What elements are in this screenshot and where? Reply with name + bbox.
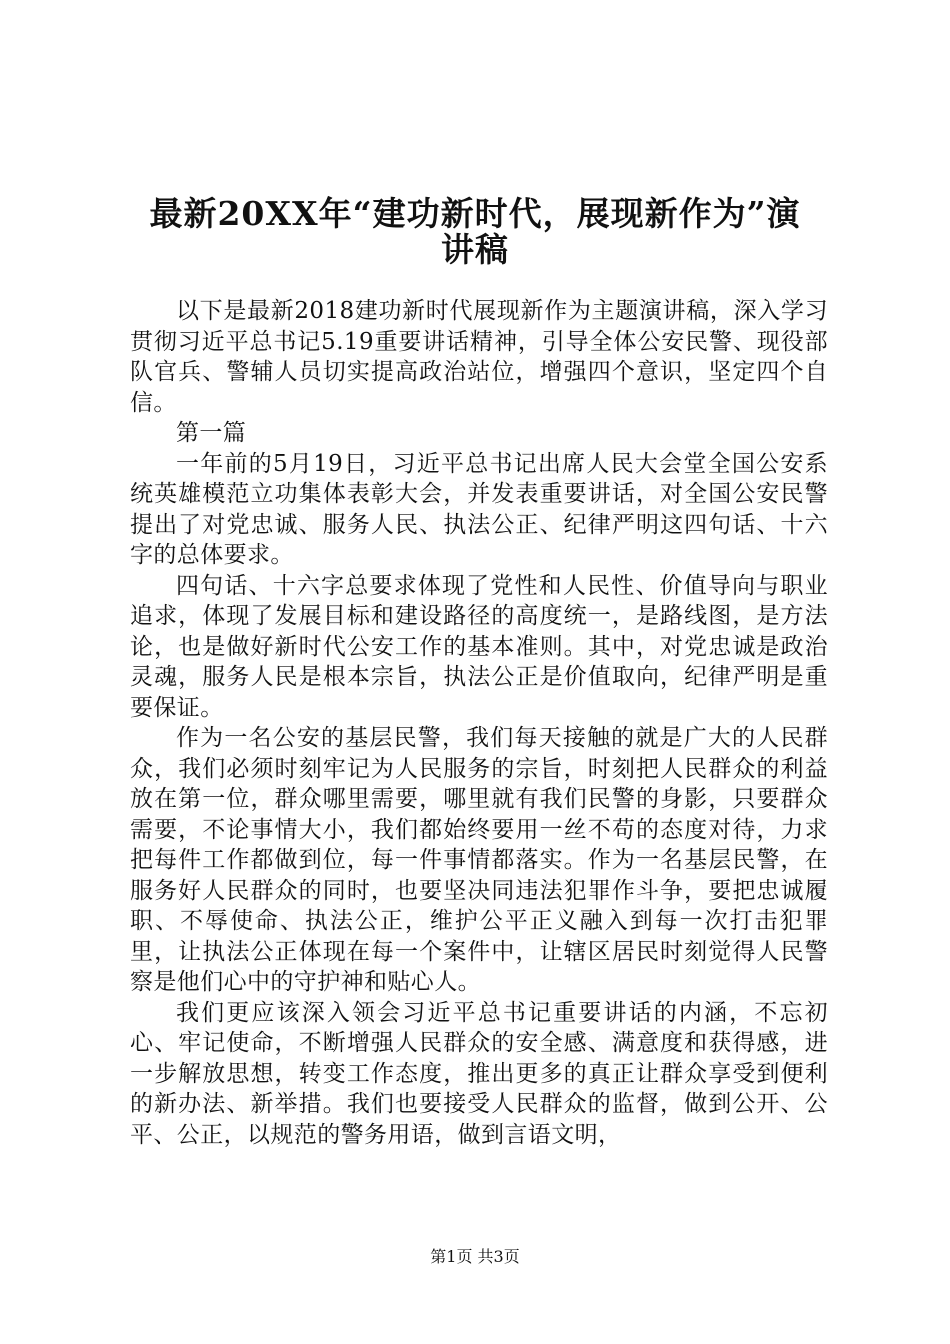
page-number-footer: 第1页 共3页 bbox=[430, 1247, 520, 1266]
document-title-line-2: 讲稿 bbox=[441, 230, 509, 269]
paragraph: 一年前的5月19日，习近平总书记出席人民大会堂全国公安系统英雄模范立功集体表彰大会，并发表重要讲话，对全国公安民警提出了对党忠诚、服务人民、执法公正、纪律严明这四句话、十六字的总体要求。 bbox=[130, 450, 828, 568]
document-title-line-1: 最新20XX年“建功新时代，展现新作为”演 bbox=[149, 194, 801, 233]
paragraph: 四句话、十六字总要求体现了党性和人民性、价值导向与职业追求，体现了发展目标和建设路径的高度统一，是路线图，是方法论，也是做好新时代公安工作的基本准则。其中，对党忠诚是政治灵魂，服务人民是根本宗旨，执法公正是价值取向，纪律严明是重要保证。 bbox=[130, 572, 828, 721]
section-heading: 第一篇 bbox=[176, 420, 247, 446]
document-body bbox=[130, 296, 828, 1150]
paragraph: 我们更应该深入领会习近平总书记重要讲话的内涵，不忘初心、牢记使命，不断增强人民群众的安全感、满意度和获得感，进一步解放思想，转变工作态度，推出更多的真正让群众享受到便利的新办法、新举措。我们也要接受人民群众的监督，做到公开、公平、公正，以规范的警务用语，做到言语文明， bbox=[130, 999, 828, 1148]
paragraph: 作为一名公安的基层民警，我们每天接触的就是广大的人民群众，我们必须时刻牢记为人民服务的宗旨，时刻把人民群众的利益放在第一位，群众哪里需要，哪里就有我们民警的身影，只要群众需要，不论事情大小，我们都始终要用一丝不苟的态度对待，力求把每件工作都做到位，每一件事情都落实。作为一名基层民警，在服务好人民群众的同时，也要坚决同违法犯罪作斗争，要把忠诚履职、不辱使命、执法公正，维护公平正义融入到每一次打击犯罪里，让执法公正体现在每一个案件中，让辖区居民时刻觉得人民警察是他们心中的守护神和贴心人。 bbox=[130, 725, 828, 995]
paragraph-intro: 以下是最新2018建功新时代展现新作为主题演讲稿，深入学习贯彻习近平总书记5.19重要讲话精神，引导全体公安民警、现役部队官兵、警辅人员切实提高政治站位，增强四个意识，坚定四个自信。 bbox=[130, 298, 828, 416]
